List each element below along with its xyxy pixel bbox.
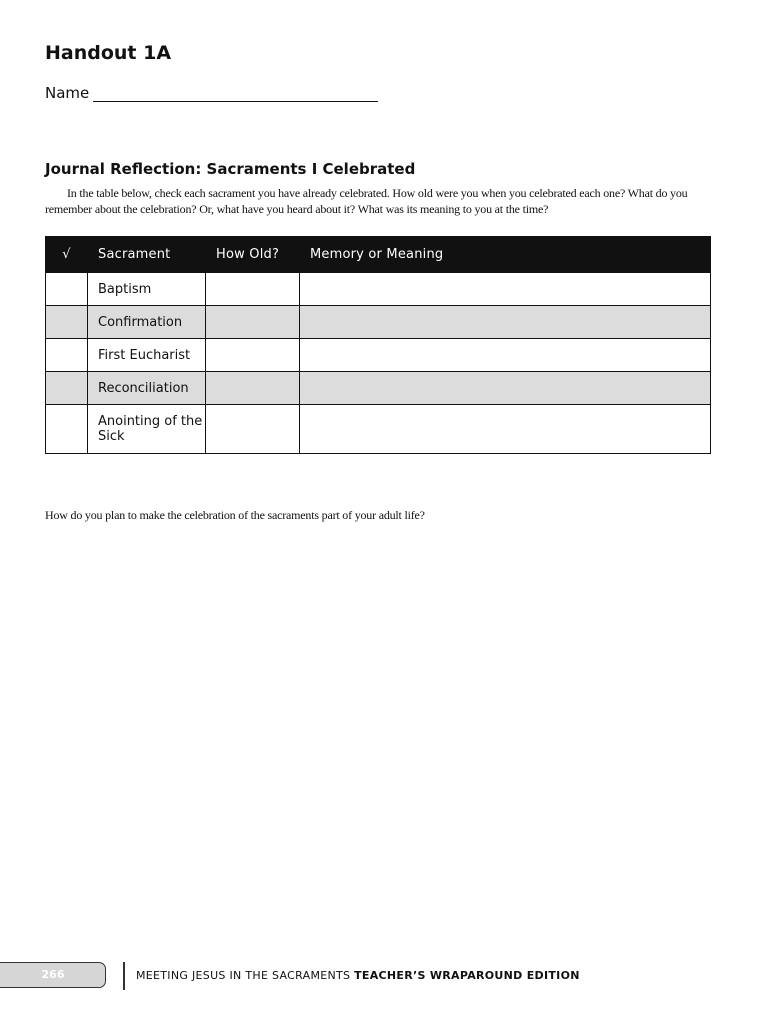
footer-text — [136, 969, 580, 982]
header-check: √ — [46, 237, 88, 273]
memory-cell[interactable] — [300, 372, 711, 405]
check-cell[interactable] — [46, 405, 88, 454]
page-number: 266 — [41, 968, 65, 981]
sacrament-cell: First Eucharist — [88, 339, 206, 372]
book-title: MEETING JESUS IN THE SACRAMENTS — [136, 969, 351, 982]
header-how-old: How Old? — [206, 237, 300, 273]
handout-title: Handout 1A — [45, 42, 172, 64]
check-cell[interactable] — [46, 372, 88, 405]
memory-cell[interactable] — [300, 306, 711, 339]
sacrament-cell: Reconciliation — [88, 372, 206, 405]
table-header-row — [46, 237, 711, 273]
instructions: In the table below, check each sacrament you have already celebrated. How old were you when you celebrated each one? What do you remember about the celebration? Or, what have you heard about it? What was its meaning to you at the time? — [45, 186, 688, 216]
table-row — [46, 306, 711, 339]
age-cell[interactable] — [206, 339, 300, 372]
memory-cell[interactable] — [300, 273, 711, 306]
sacraments-table — [45, 236, 711, 454]
check-cell[interactable] — [46, 306, 88, 339]
edition-label: TEACHER’S WRAPAROUND EDITION — [354, 969, 580, 982]
table-row — [46, 372, 711, 405]
table-row — [46, 339, 711, 372]
page-number-tab — [0, 962, 106, 988]
check-cell[interactable] — [46, 273, 88, 306]
plan-question: How do you plan to make the celebration of the sacraments part of your adult life? — [45, 508, 425, 522]
age-cell[interactable] — [206, 372, 300, 405]
name-line — [45, 84, 378, 102]
age-cell[interactable] — [206, 405, 300, 454]
sacrament-cell: Baptism — [88, 273, 206, 306]
name-label: Name — [45, 84, 90, 102]
name-blank[interactable] — [93, 87, 378, 102]
sacrament-cell: Confirmation — [88, 306, 206, 339]
age-cell[interactable] — [206, 306, 300, 339]
age-cell[interactable] — [206, 273, 300, 306]
section-heading: Journal Reflection: Sacraments I Celebrated — [45, 160, 416, 178]
check-cell[interactable] — [46, 339, 88, 372]
memory-cell[interactable] — [300, 339, 711, 372]
header-sacrament: Sacrament — [88, 237, 206, 273]
sacrament-cell: Anointing of the Sick — [88, 405, 206, 454]
header-memory: Memory or Meaning — [300, 237, 711, 273]
table-row — [46, 405, 711, 454]
memory-cell[interactable] — [300, 405, 711, 454]
footer-divider — [123, 962, 125, 990]
table-row — [46, 273, 711, 306]
